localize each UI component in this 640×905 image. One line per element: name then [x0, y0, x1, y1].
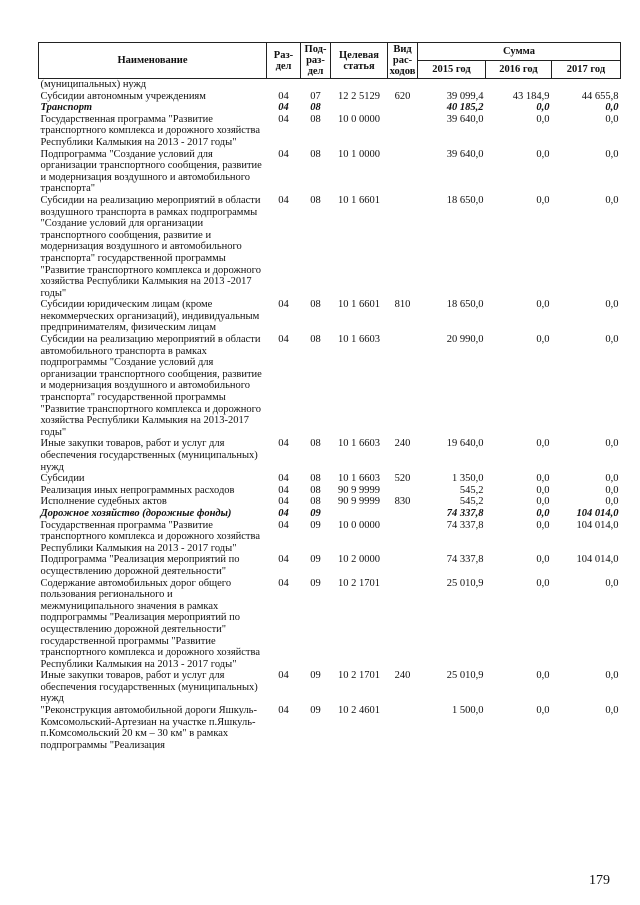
- row-razdel: 04: [278, 496, 289, 508]
- row-target: 10 0 0000: [338, 113, 380, 125]
- table-row: [39, 114, 621, 149]
- row-sum-2017: 0,0: [605, 334, 619, 346]
- row-name: Иные закупки товаров, работ и услуг для обеспечения государственных (муниципальных) нужд: [40, 438, 258, 473]
- row-target: 10 1 6603: [338, 438, 380, 450]
- row-podrazdel: 09: [310, 670, 321, 682]
- row-name: Содержание автомобильных дорог общего пользования регионального и межмуниципального значения в рамках подпрограммы "Реализация мероприятий по осуществлению дорожной деятельности" государственной программы "Развитие транспортного комплекса и дорожного хозяйства Республики Калмыкия на 2013 - 2017 годы": [40, 577, 261, 670]
- row-podrazdel: 07: [310, 90, 321, 102]
- row-vid: [388, 578, 418, 671]
- row-razdel: 04: [278, 113, 289, 125]
- row-sum-2017: 0,0: [605, 496, 619, 508]
- row-sum-2017: 0,0: [605, 473, 619, 485]
- row-vid: [388, 195, 418, 299]
- row-sum-2016: 0,0: [536, 484, 550, 496]
- row-vid: 520: [394, 473, 411, 485]
- row-sum-2016: 0,0: [536, 519, 550, 531]
- row-sum-2017: 44 655,8: [581, 90, 619, 102]
- row-sum-2015: 74 337,8: [446, 519, 484, 531]
- row-podrazdel: 08: [310, 194, 321, 206]
- row-name: Подпрограмма "Реализация мероприятий по осуществлению дорожной деятельности": [40, 554, 240, 577]
- row-target: [331, 102, 388, 114]
- table-row: [39, 299, 621, 334]
- row-sum-2015: 18 650,0: [446, 194, 484, 206]
- row-vid: [388, 79, 418, 91]
- row-target: 10 0 0000: [338, 519, 380, 531]
- row-sum-2015: 40 185,2: [446, 102, 484, 114]
- row-vid: [388, 508, 418, 520]
- row-sum-2016: [486, 79, 552, 91]
- row-name: Иные закупки товаров, работ и услуг для обеспечения государственных (муниципальных) нужд: [40, 670, 258, 705]
- table-row: [39, 473, 621, 485]
- table-row: [39, 438, 621, 473]
- row-sum-2016: 43 184,9: [512, 90, 550, 102]
- row-sum-2016: 0,0: [536, 102, 550, 114]
- row-target: 10 2 0000: [338, 554, 380, 566]
- row-vid: [388, 114, 418, 149]
- row-name: Субсидии юридическим лицам (кроме некоммерческих организаций), индивидуальным предпринимателям, физическим лицам: [40, 299, 260, 334]
- row-name: Государственная программа "Развитие транспортного комплекса и дорожного хозяйства Республики Калмыкия на 2013 - 2017 годы": [40, 113, 261, 148]
- row-razdel: 04: [278, 670, 289, 682]
- row-sum-2016: 0,0: [536, 148, 550, 160]
- row-target: 10 1 6601: [338, 194, 380, 206]
- row-target: [331, 508, 388, 520]
- row-razdel: 04: [278, 507, 289, 519]
- row-name: Реализация иных непрограммных расходов: [40, 484, 235, 496]
- row-vid: [388, 485, 418, 497]
- row-sum-2017: 0,0: [605, 113, 619, 125]
- row-vid: 810: [394, 299, 411, 311]
- row-target: 90 9 9999: [338, 484, 380, 496]
- row-vid: [388, 334, 418, 438]
- table-row: [39, 102, 621, 114]
- row-razdel: 04: [278, 102, 289, 114]
- row-podrazdel: 09: [310, 554, 321, 566]
- row-sum-2017: 0,0: [605, 299, 619, 311]
- table-row: [39, 334, 621, 438]
- row-podrazdel: 09: [310, 577, 321, 589]
- row-sum-2015: 19 640,0: [446, 438, 484, 450]
- row-name: Исполнение судебных актов: [40, 496, 167, 508]
- table-row: [39, 670, 621, 705]
- row-target: 90 9 9999: [338, 496, 380, 508]
- row-podrazdel: 08: [310, 438, 321, 450]
- row-sum-2017: 0,0: [605, 102, 619, 114]
- row-sum-2015: 74 337,8: [446, 554, 484, 566]
- header-2017: 2017 год: [552, 61, 621, 79]
- row-sum-2017: 104 014,0: [576, 554, 619, 566]
- row-name: "Реконструкция автомобильной дороги Яшкуль-Комсомольский-Артезиан на участке п.Яшкуль-п.Комсомольский 20 км – 30 км" в рамках подпрограммы "Реализация: [40, 705, 257, 751]
- row-razdel: 04: [278, 194, 289, 206]
- row-podrazdel: 08: [310, 113, 321, 125]
- row-sum-2017: [552, 79, 621, 91]
- row-razdel: 04: [278, 519, 289, 531]
- row-sum-2015: 1 350,0: [452, 473, 484, 485]
- row-razdel: 04: [278, 705, 289, 717]
- row-podrazdel: 08: [310, 148, 321, 160]
- header-2015: 2015 год: [418, 61, 486, 79]
- table-row: [39, 91, 621, 103]
- table-row: [39, 79, 621, 91]
- row-sum-2017: 0,0: [605, 438, 619, 450]
- row-vid: 620: [394, 90, 411, 102]
- row-sum-2015: 25 010,9: [446, 670, 484, 682]
- row-sum-2015: 39 640,0: [446, 113, 484, 125]
- row-sum-2017: 104 014,0: [576, 519, 619, 531]
- row-razdel: 04: [278, 90, 289, 102]
- row-razdel: 04: [278, 554, 289, 566]
- table-row: [39, 496, 621, 508]
- table-row: [39, 195, 621, 299]
- row-vid: 240: [394, 438, 411, 450]
- row-sum-2015: 39 640,0: [446, 148, 484, 160]
- row-sum-2017: 0,0: [605, 705, 619, 717]
- table-row: [39, 149, 621, 195]
- header-target: Целевая статья: [331, 43, 388, 79]
- row-podrazdel: 08: [310, 334, 321, 346]
- row-name: Государственная программа "Развитие транспортного комплекса и дорожного хозяйства Республики Калмыкия на 2013 - 2017 годы": [40, 519, 261, 554]
- row-razdel: 04: [278, 484, 289, 496]
- row-sum-2017: 0,0: [605, 194, 619, 206]
- row-sum-2015: 545,2: [459, 496, 484, 508]
- row-razdel: 04: [278, 299, 289, 311]
- row-razdel: [267, 79, 301, 91]
- row-sum-2017: 0,0: [605, 148, 619, 160]
- row-podrazdel: 09: [310, 705, 321, 717]
- row-razdel: 04: [278, 577, 289, 589]
- row-target: 10 1 6603: [338, 334, 380, 346]
- row-target: 10 2 4601: [338, 705, 380, 717]
- row-vid: 240: [394, 670, 411, 682]
- row-target: 12 2 5129: [338, 90, 380, 102]
- row-vid: [388, 705, 418, 751]
- table-row: [39, 578, 621, 671]
- row-sum-2015: 25 010,9: [446, 577, 484, 589]
- row-sum-2015: 545,2: [459, 484, 484, 496]
- row-podrazdel: 08: [310, 299, 321, 311]
- row-target: 10 1 6601: [338, 299, 380, 311]
- header-vid: Вид рас-ходов: [388, 43, 418, 79]
- table-row: [39, 485, 621, 497]
- row-podrazdel: [301, 79, 331, 91]
- header-razdel: Раз-дел: [267, 43, 301, 79]
- table-body: [39, 79, 621, 752]
- row-razdel: 04: [278, 473, 289, 485]
- row-name: Транспорт: [40, 102, 93, 114]
- row-sum-2015: 39 099,4: [446, 90, 484, 102]
- row-sum-2016: 0,0: [536, 577, 550, 589]
- row-podrazdel: 08: [310, 473, 321, 485]
- row-razdel: 04: [278, 334, 289, 346]
- row-sum-2016: 0,0: [536, 438, 550, 450]
- row-sum-2017: 104 014,0: [576, 507, 619, 519]
- row-razdel: 04: [278, 438, 289, 450]
- row-podrazdel: 08: [310, 496, 321, 508]
- row-vid: 830: [394, 496, 411, 508]
- row-podrazdel: 08: [310, 484, 321, 496]
- row-target: 10 1 6603: [338, 473, 380, 485]
- row-target: 10 2 1701: [338, 670, 380, 682]
- budget-table-page: [38, 42, 620, 751]
- row-sum-2016: 0,0: [536, 299, 550, 311]
- row-sum-2015: 18 650,0: [446, 299, 484, 311]
- row-vid: [388, 520, 418, 555]
- row-sum-2016: 0,0: [536, 705, 550, 717]
- header-name: Наименование: [39, 43, 267, 79]
- header-podrazdel: Под-раз-дел: [301, 43, 331, 79]
- row-target: 10 2 1701: [338, 577, 380, 589]
- row-sum-2016: 0,0: [536, 670, 550, 682]
- row-podrazdel: 08: [310, 102, 321, 114]
- row-sum-2015: 74 337,8: [446, 507, 484, 519]
- row-sum-2016: 0,0: [536, 473, 550, 485]
- row-sum-2017: 0,0: [605, 577, 619, 589]
- page-number: 179: [589, 873, 610, 888]
- budget-table: [38, 42, 621, 751]
- row-sum-2016: 0,0: [536, 496, 550, 508]
- row-vid: [388, 149, 418, 195]
- row-sum-2015: 1 500,0: [452, 705, 484, 717]
- row-razdel: 04: [278, 148, 289, 160]
- row-sum-2016: 0,0: [536, 194, 550, 206]
- row-podrazdel: 09: [310, 507, 321, 519]
- row-sum-2017: 0,0: [605, 484, 619, 496]
- row-vid: [388, 554, 418, 577]
- table-row: [39, 554, 621, 577]
- row-sum-2016: 0,0: [536, 334, 550, 346]
- row-target: [331, 79, 388, 91]
- row-target: 10 1 0000: [338, 148, 380, 160]
- row-sum-2016: 0,0: [536, 507, 550, 519]
- row-name: Субсидии: [40, 473, 85, 485]
- row-name: Дорожное хозяйство (дорожные фонды): [40, 507, 232, 519]
- row-sum-2015: 20 990,0: [446, 334, 484, 346]
- row-vid: [388, 102, 418, 114]
- row-name: Субсидии автономным учреждениям: [40, 90, 206, 102]
- row-name: Подпрограмма "Создание условий для организации транспортного сообщения, развитие и модернизация воздушного и автомобильного транспорта": [40, 148, 262, 195]
- table-row: [39, 520, 621, 555]
- row-sum-2016: 0,0: [536, 554, 550, 566]
- header-2016: 2016 год: [486, 61, 552, 79]
- header-sum: Сумма: [418, 43, 621, 61]
- table-row: [39, 705, 621, 751]
- row-sum-2016: 0,0: [536, 113, 550, 125]
- row-name: Субсидии на реализацию мероприятий в области автомобильного транспорта в рамках подпрограммы "Создание условий для организации транспортного сообщения, развитие и модернизация воздушного и автомобильного транспорта" государственной программы "Развитие транспортного комплекса и дорожного хозяйства Республики Калмыкия на 2013-2017 годы": [40, 334, 262, 438]
- row-sum-2017: 0,0: [605, 670, 619, 682]
- row-name: Субсидии на реализацию мероприятий в области воздушного транспорта в рамках подпрограммы "Создание условий для организации транспортного сообщения, развитие и модернизация воздушного и автомобильного транспорта" государственной программы "Развитие транспортного комплекса и дорожного хозяйства Республики Калмыкия на 2013 -2017 годы": [40, 194, 261, 299]
- row-podrazdel: 09: [310, 519, 321, 531]
- table-row: [39, 508, 621, 520]
- row-name: (муниципальных) нужд: [40, 79, 147, 90]
- row-sum-2015: [418, 79, 486, 91]
